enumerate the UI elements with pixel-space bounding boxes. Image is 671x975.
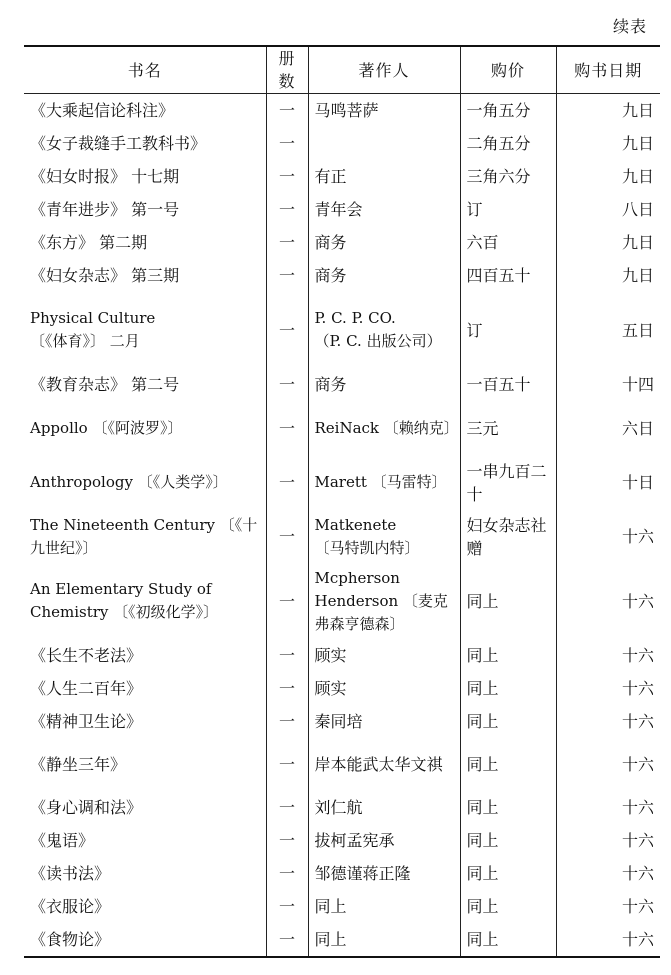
purchase-date: 十六 — [556, 923, 660, 957]
price: 六百 — [460, 226, 556, 259]
book-title: 《衣服论》 — [24, 890, 266, 923]
book-title: 《人生二百年》 — [24, 672, 266, 705]
purchase-date: 十六 — [556, 639, 660, 672]
table-row — [24, 259, 660, 292]
book-title: 《读书法》 — [24, 857, 266, 890]
book-title: 《身心调和法》 — [24, 791, 266, 824]
price: 同上 — [460, 639, 556, 672]
price: 三元 — [460, 401, 556, 455]
price: 四百五十 — [460, 259, 556, 292]
price: 同上 — [460, 890, 556, 923]
book-purchase-table — [24, 45, 660, 958]
table-row — [24, 890, 660, 923]
purchase-date: 十六 — [556, 890, 660, 923]
author: 同上 — [308, 923, 460, 957]
volume-count: 一 — [266, 259, 308, 292]
book-title: 《东方》 第二期 — [24, 226, 266, 259]
purchase-date: 十六 — [556, 510, 660, 563]
table-row — [24, 455, 660, 510]
book-title: 《妇女杂志》 第三期 — [24, 259, 266, 292]
table-row — [24, 639, 660, 672]
purchase-date: 十日 — [556, 455, 660, 510]
author: 顾实 — [308, 639, 460, 672]
purchase-date: 九日 — [556, 94, 660, 128]
purchase-date: 十四 — [556, 368, 660, 401]
price: 一串九百二十 — [460, 455, 556, 510]
price: 三角六分 — [460, 160, 556, 193]
column-header-title: 书名 — [24, 46, 266, 94]
volume-count: 一 — [266, 401, 308, 455]
volume-count: 一 — [266, 923, 308, 957]
author: 秦同培 — [308, 705, 460, 738]
table-row — [24, 738, 660, 791]
volume-count: 一 — [266, 94, 308, 128]
table-row — [24, 824, 660, 857]
author: ReiNack 〔赖纳克〕 — [308, 401, 460, 455]
table-header-row — [24, 46, 660, 94]
purchase-date: 八日 — [556, 193, 660, 226]
volume-count: 一 — [266, 226, 308, 259]
price: 妇女杂志社赠 — [460, 510, 556, 563]
price: 同上 — [460, 672, 556, 705]
price: 二角五分 — [460, 127, 556, 160]
column-header-date: 购书日期 — [556, 46, 660, 94]
author: Matkenete 〔马特凯内特〕 — [308, 510, 460, 563]
book-title: 《食物论》 — [24, 923, 266, 957]
volume-count: 一 — [266, 292, 308, 368]
author: 岸本能武太华文祺 — [308, 738, 460, 791]
volume-count: 一 — [266, 705, 308, 738]
author: 商务 — [308, 226, 460, 259]
author: 有正 — [308, 160, 460, 193]
table-row — [24, 401, 660, 455]
table-row — [24, 292, 660, 368]
price: 同上 — [460, 824, 556, 857]
book-title: Appollo 〔《阿波罗》〕 — [24, 401, 266, 455]
purchase-date: 十六 — [556, 563, 660, 639]
purchase-date: 九日 — [556, 160, 660, 193]
price: 同上 — [460, 791, 556, 824]
price: 同上 — [460, 738, 556, 791]
volume-count: 一 — [266, 738, 308, 791]
book-title: 《教育杂志》 第二号 — [24, 368, 266, 401]
volume-count: 一 — [266, 672, 308, 705]
author: Mcpherson Henderson 〔麦克弗森亨德森〕 — [308, 563, 460, 639]
author: 商务 — [308, 368, 460, 401]
volume-count: 一 — [266, 455, 308, 510]
author: P. C. P. CO. （P. C. 出版公司） — [308, 292, 460, 368]
volume-count: 一 — [266, 824, 308, 857]
price: 订 — [460, 193, 556, 226]
price: 同上 — [460, 705, 556, 738]
table-row — [24, 368, 660, 401]
purchase-date: 十六 — [556, 705, 660, 738]
purchase-date: 九日 — [556, 259, 660, 292]
purchase-date: 九日 — [556, 226, 660, 259]
purchase-date: 十六 — [556, 824, 660, 857]
author: 商务 — [308, 259, 460, 292]
purchase-date: 十六 — [556, 672, 660, 705]
volume-count: 一 — [266, 890, 308, 923]
table-row — [24, 672, 660, 705]
column-header-author: 著作人 — [308, 46, 460, 94]
table-row — [24, 510, 660, 563]
table-row — [24, 705, 660, 738]
purchase-date: 十六 — [556, 791, 660, 824]
table-row — [24, 226, 660, 259]
book-title: An Elementary Study of Chemistry 〔《初级化学》〕 — [24, 563, 266, 639]
book-title: 《鬼语》 — [24, 824, 266, 857]
author: 邹德谨蒋正隆 — [308, 857, 460, 890]
table-row — [24, 160, 660, 193]
volume-count: 一 — [266, 791, 308, 824]
volume-count: 一 — [266, 563, 308, 639]
volume-count: 一 — [266, 127, 308, 160]
book-title: 《大乘起信论科注》 — [24, 94, 266, 128]
table-row — [24, 923, 660, 957]
volume-count: 一 — [266, 857, 308, 890]
table-row — [24, 857, 660, 890]
price: 一角五分 — [460, 94, 556, 128]
book-title: 《妇女时报》 十七期 — [24, 160, 266, 193]
author: 青年会 — [308, 193, 460, 226]
table-row — [24, 127, 660, 160]
column-header-count: 册数 — [266, 46, 308, 94]
purchase-date: 九日 — [556, 127, 660, 160]
column-header-price: 购价 — [460, 46, 556, 94]
price: 同上 — [460, 857, 556, 890]
price: 订 — [460, 292, 556, 368]
price: 同上 — [460, 923, 556, 957]
author: 顾实 — [308, 672, 460, 705]
volume-count: 一 — [266, 639, 308, 672]
author — [308, 127, 460, 160]
price: 同上 — [460, 563, 556, 639]
book-title: Physical Culture 〔《体育》〕 二月 — [24, 292, 266, 368]
author: 同上 — [308, 890, 460, 923]
author: 马鸣菩萨 — [308, 94, 460, 128]
book-title: 《青年进步》 第一号 — [24, 193, 266, 226]
purchase-date: 十六 — [556, 857, 660, 890]
book-title: Anthropology 〔《人类学》〕 — [24, 455, 266, 510]
table-row — [24, 193, 660, 226]
purchase-date: 六日 — [556, 401, 660, 455]
price: 一百五十 — [460, 368, 556, 401]
table-row — [24, 563, 660, 639]
author: Marett 〔马雷特〕 — [308, 455, 460, 510]
volume-count: 一 — [266, 193, 308, 226]
volume-count: 一 — [266, 510, 308, 563]
table-row — [24, 94, 660, 128]
book-title: 《静坐三年》 — [24, 738, 266, 791]
book-title: 《长生不老法》 — [24, 639, 266, 672]
purchase-date: 十六 — [556, 738, 660, 791]
author: 刘仁航 — [308, 791, 460, 824]
continued-label: 续表 — [612, 17, 647, 36]
book-title: The Nineteenth Century 〔《十九世纪》〕 — [24, 510, 266, 563]
volume-count: 一 — [266, 368, 308, 401]
purchase-date: 五日 — [556, 292, 660, 368]
author: 拔柯孟宪承 — [308, 824, 460, 857]
book-title: 《女子裁缝手工教科书》 — [24, 127, 266, 160]
volume-count: 一 — [266, 160, 308, 193]
book-title: 《精神卫生论》 — [24, 705, 266, 738]
table-row — [24, 791, 660, 824]
